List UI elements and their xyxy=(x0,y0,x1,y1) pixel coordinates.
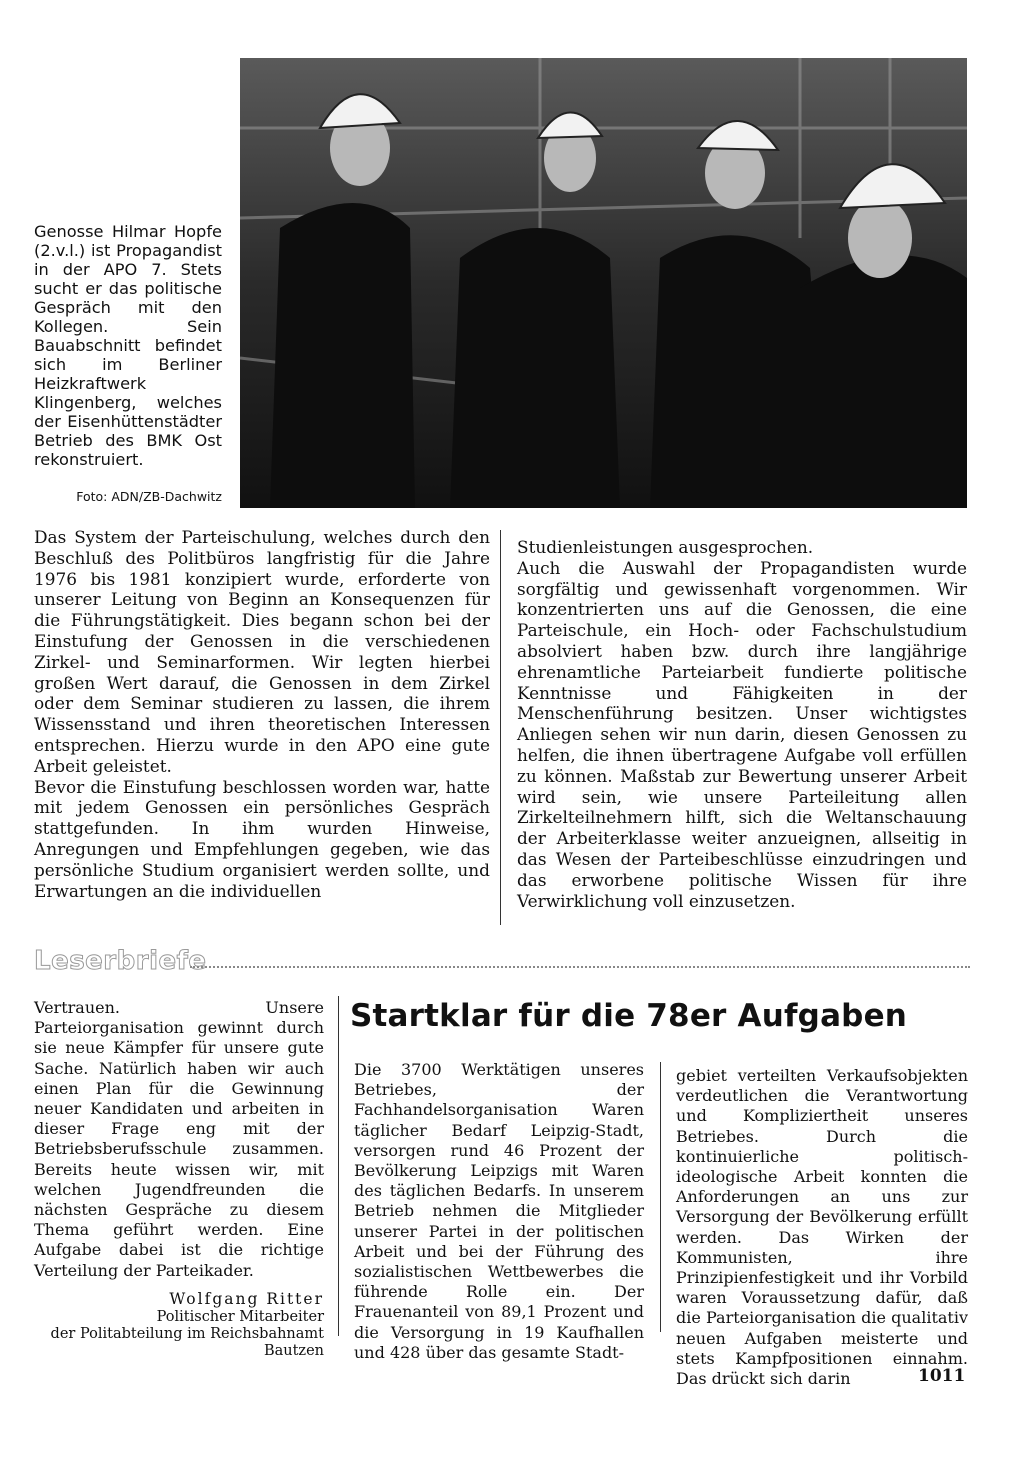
photo-illustration xyxy=(240,58,967,508)
paragraph: Bevor die Einstufung beschlossen worden war, hatte mit jedem Genossen ein persönliches Gespräch stattgefunden. In ihm wurden Hinweise, Anregungen und Empfehlungen gegeben, wie das persönliche Studium organisiert werden sollte, und Erwartungen an die individuellen xyxy=(34,776,490,901)
column-divider xyxy=(338,996,339,1336)
letter-signature xyxy=(34,1290,324,1360)
letter-column xyxy=(34,998,324,1281)
letter-text: Vertrauen. Unsere Parteiorganisation gewinnt durch sie neue Kämpfer für unsere gute Sache. Natürlich haben wir auch einen Plan für die Gewinnung neuer Kandidaten und arbeiten in dieser Frage eng mit der Betriebsberufsschule zusammen. Bereits heute wissen wir, mit welchen Jugendfreunden die nächsten Gespräche zu diesem Thema geführt werden. Eine Aufgabe dabei ist die richtige Verteilung der Parteikader. xyxy=(34,998,324,1280)
author-role: Politischer Mitarbeiter xyxy=(156,1309,324,1325)
paragraph: Studienleistungen ausgesprochen. xyxy=(517,537,814,557)
section-rule xyxy=(190,966,970,968)
column-divider xyxy=(660,1062,661,1332)
author-role: der Politabteilung im Reichsbahnamt xyxy=(50,1326,324,1342)
paragraph: Auch die Auswahl der Propagandisten wurde sorgfältig und gewissenhaft vorgenommen. Wir konzentrierten uns auf die Genossen, die eine Parteischule, ein Hoch- oder Fachschulstudium absolviert haben bzw. durch ihre langjährige ehrenamtliche Parteiarbeit fundierte politische Kenntnisse und Fähigkeiten in der Menschenführung besitzen. Unser wichtigstes Anliegen sehen wir nun darin, diesen Genossen zu helfen, die ihnen übertragene Aufgabe voll erfüllen zu können. Maßstab zur Bewertung unserer Arbeit wird sein, wie unsere Parteileitung allen Zirkelteilnehmern hilft, sich die Weltanschauung der Arbeiterklasse weiter anzueignen, allseitig in das Wesen der Parteibeschlüsse einzudringen und das erworbene politische Wissen für ihre Verwirklichung voll einzusetzen. xyxy=(517,557,967,911)
upper-article-left-column xyxy=(34,527,490,901)
photo-caption: Genosse Hilmar Hopfe (2.v.l.) ist Propagandist in der APO 7. Stets sucht er das politische Gespräch mit den Kollegen. Sein Bauabschnitt befindet sich im Berliner Heizkraftwerk Klingenberg, welches der Eisenhüttenstädter Betrieb des BMK Ost rekonstruiert. xyxy=(34,222,222,469)
article-column-2 xyxy=(676,1066,968,1389)
paragraph: gebiet verteilten Verkaufsobjekten verdeutlichen die Verantwortung und Kompliziertheit unseres Betriebes. Durch die kontinuierliche politisch-ideologische Arbeit konnten die Anforderungen an uns zur Versorgung der Bevölkerung erfüllt werden. Das Wirken der Kommunisten, ihre Prinzipienfestigkeit und ihr Vorbild waren Voraussetzung dafür, daß die Parteiorganisation die qualitativ neuen Aufgaben meisterte und stets Kampfpositionen einnahm. Das drückt sich darin xyxy=(676,1066,968,1389)
page-number: 1011 xyxy=(918,1366,966,1386)
article-column-1 xyxy=(354,1060,644,1363)
column-divider xyxy=(500,530,501,925)
article-headline: Startklar für die 78er Aufgaben xyxy=(350,998,908,1034)
paragraph: Das System der Parteischulung, welches durch den Beschluß des Politbüros langfristig für die Jahre 1976 bis 1981 konzipiert wurde, erforderte von unserer Leitung von Beginn an Konsequenzen für die Führungstätigkeit. Dies begann schon bei der Einstufung der Genossen in die verschiedenen Zirkel- und Seminarformen. Wir legten hierbei großen Wert darauf, die Genossen in dem Zirkel oder dem Seminar studieren zu lassen, die ihrem Wissensstand und ihren theoretischen Interessen entsprechen. Hierzu wurde in den APO eine gute Arbeit geleistet. xyxy=(34,527,490,776)
author-name: Wolfgang Ritter xyxy=(169,1290,324,1308)
photo-credit: Foto: ADN/ZB-Dachwitz xyxy=(76,489,222,504)
section-label: Leserbriefe xyxy=(34,946,207,976)
article-photo xyxy=(240,58,967,508)
paragraph: Die 3700 Werktätigen unseres Betriebes, der Fachhandelsorganisation Waren täglicher Bedarf Leipzig-Stadt, versorgen rund 46 Prozent der Bevölkerung Leipzigs mit Waren des täglichen Bedarfs. In unserem Betrieb nehmen die Mitglieder unserer Partei in der politischen Arbeit und bei der Führung des sozialistischen Wettbewerbes die führende Rolle ein. Der Frauenanteil von 89,1 Prozent und die Versorgung in 19 Kaufhallen und 428 über das gesamte Stadt- xyxy=(354,1060,644,1362)
author-location: Bautzen xyxy=(263,1343,324,1359)
upper-article-right-column xyxy=(517,537,967,911)
